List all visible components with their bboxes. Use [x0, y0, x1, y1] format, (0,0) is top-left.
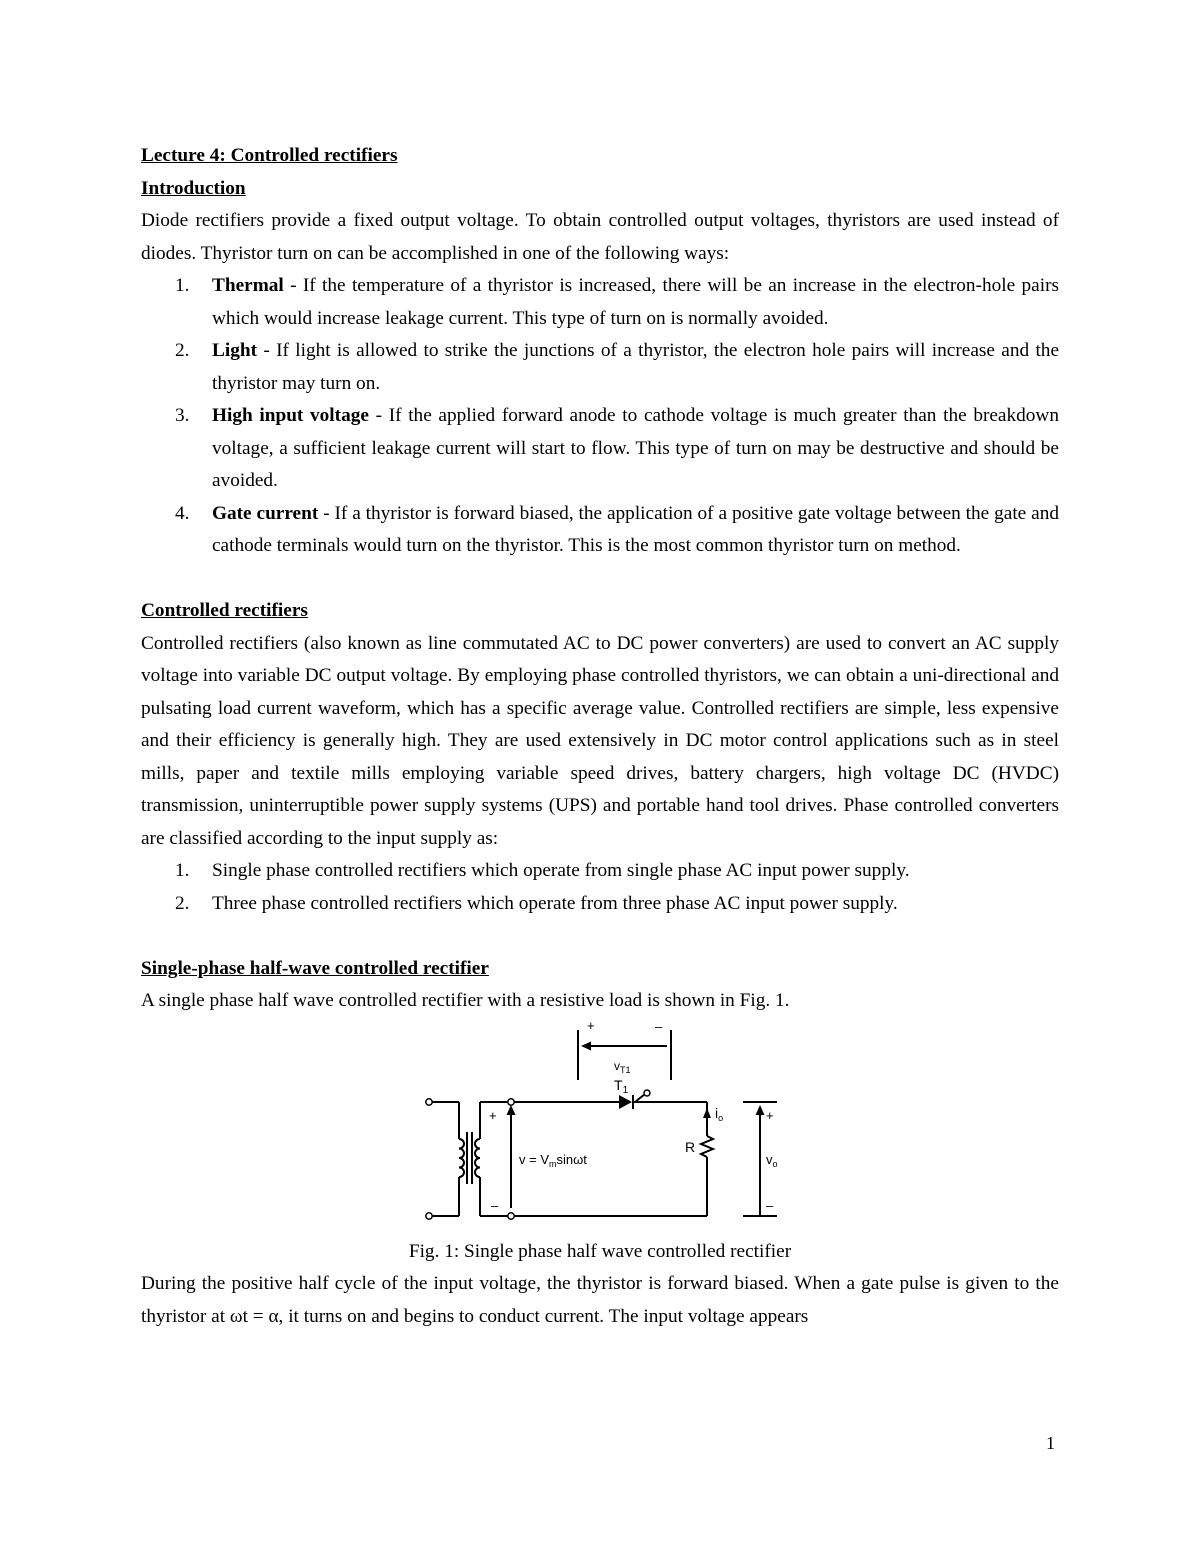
figure-caption: Fig. 1: Single phase half wave controlled rectifier [408, 1240, 792, 1262]
list-item: 2. Three phase controlled rectifiers which operate from three phase AC input power supply. [175, 892, 898, 914]
vo-minus: – [766, 1197, 774, 1213]
half-wave-paragraph: During the positive half cycle of the input voltage, the thyristor is forward biased. When a gate pulse is given to the thyristor at ωt = α, it turns on and begins to conduct current. The input voltage appears [141, 1273, 1059, 1327]
source-plus: + [489, 1107, 497, 1123]
half-wave-heading: Single-phase half-wave controlled rectifier [141, 957, 489, 979]
source-label: $v = V_m\sin\omega t$ [519, 1151, 587, 1169]
list-item: 2. Light - If light is allowed to strike the junctions of a thyristor, the electron hole pairs will increase and the thyristor may turn on. [175, 340, 1059, 394]
list-item: 1. Thermal - If the temperature of a thyristor is increased, there will be an increase in the electron-hole pairs which would increase leakage current. This type of turn on is normally avoided. [175, 275, 1059, 329]
page-content [141, 140, 1059, 1333]
source-arrow-head [507, 1105, 516, 1115]
turn-on-methods-list [141, 270, 1059, 563]
list-item: 3. High input voltage - If the applied forward anode to cathode voltage is much greater than the breakdown voltage, a sufficient leakage current will start to flow. This type of turn on may be destructive and should be avoided. [175, 405, 1059, 491]
terminal [508, 1098, 514, 1104]
primary-winding [459, 1139, 464, 1177]
current-label: $i_o$ [715, 1104, 724, 1123]
terminal [426, 1212, 432, 1218]
current-arrow-head [703, 1108, 711, 1118]
page-number: 1 [1046, 1433, 1055, 1453]
vt1-plus: + [587, 1017, 595, 1033]
half-wave-intro: A single phase half wave controlled rectifier with a resistive load is shown in Fig. 1. [141, 990, 790, 1011]
list-item: 4. Gate current - If a thyristor is forward biased, the application of a positive gate voltage between the gate and cathode terminals would turn on the thyristor. This is the most common thyristor turn on method. [175, 502, 1059, 556]
controlled-rectifiers-paragraph: Controlled rectifiers (also known as line commutated AC to DC power converters) are used to convert an AC supply voltage into variable DC output voltage. By employing phase controlled thyristors, we can obtain a uni-directional and pulsating load current waveform, which has a specific average value. Controlled rectifiers are simple, less expensive and their efficiency is generally high. They are used extensively in DC motor control applications such as in steel mills, paper and textile mills employing variable speed drives, battery chargers, high voltage DC (HVDC) transmission, uninterruptible power supply systems (UPS) and portable hand tool drives. Phase controlled converters are classified according to the input supply as: [141, 632, 1059, 849]
vt1-minus: – [655, 1018, 663, 1034]
terminal [508, 1212, 514, 1218]
resistor-label: R [685, 1138, 696, 1155]
thyristor-anode-triangle [619, 1095, 632, 1109]
introduction-heading: Introduction [141, 177, 246, 199]
vo-arrow-head [756, 1105, 765, 1115]
converter-types-list [141, 855, 1059, 920]
vo-plus: + [766, 1107, 774, 1123]
secondary-winding [475, 1139, 480, 1177]
vo-label: $v_o$ [766, 1151, 778, 1169]
controlled-rectifiers-heading: Controlled rectifiers [141, 600, 308, 621]
circuit-figure [141, 1018, 1059, 1236]
introduction-paragraph: Diode rectifiers provide a fixed output voltage. To obtain controlled output voltages, thyristors are used instead of diodes. Thyristor turn on can be accomplished in one of the following ways: [141, 210, 1059, 264]
circuit-diagram [421, 1018, 791, 1236]
lecture-title: Lecture 4: Controlled rectifiers [141, 145, 398, 166]
thyristor-gate [635, 1094, 645, 1102]
list-item: 1. Single phase controlled rectifiers which operate from single phase AC input power supply. [175, 860, 910, 881]
thyristor-label: $T_1$ [614, 1076, 629, 1096]
resistor-zigzag [701, 1136, 713, 1157]
vt1-arrow-head [581, 1041, 591, 1050]
terminal [426, 1098, 432, 1104]
gate-terminal [644, 1090, 650, 1096]
vt1-label: $v_{T1}$ [614, 1058, 631, 1075]
source-minus: – [491, 1197, 499, 1213]
